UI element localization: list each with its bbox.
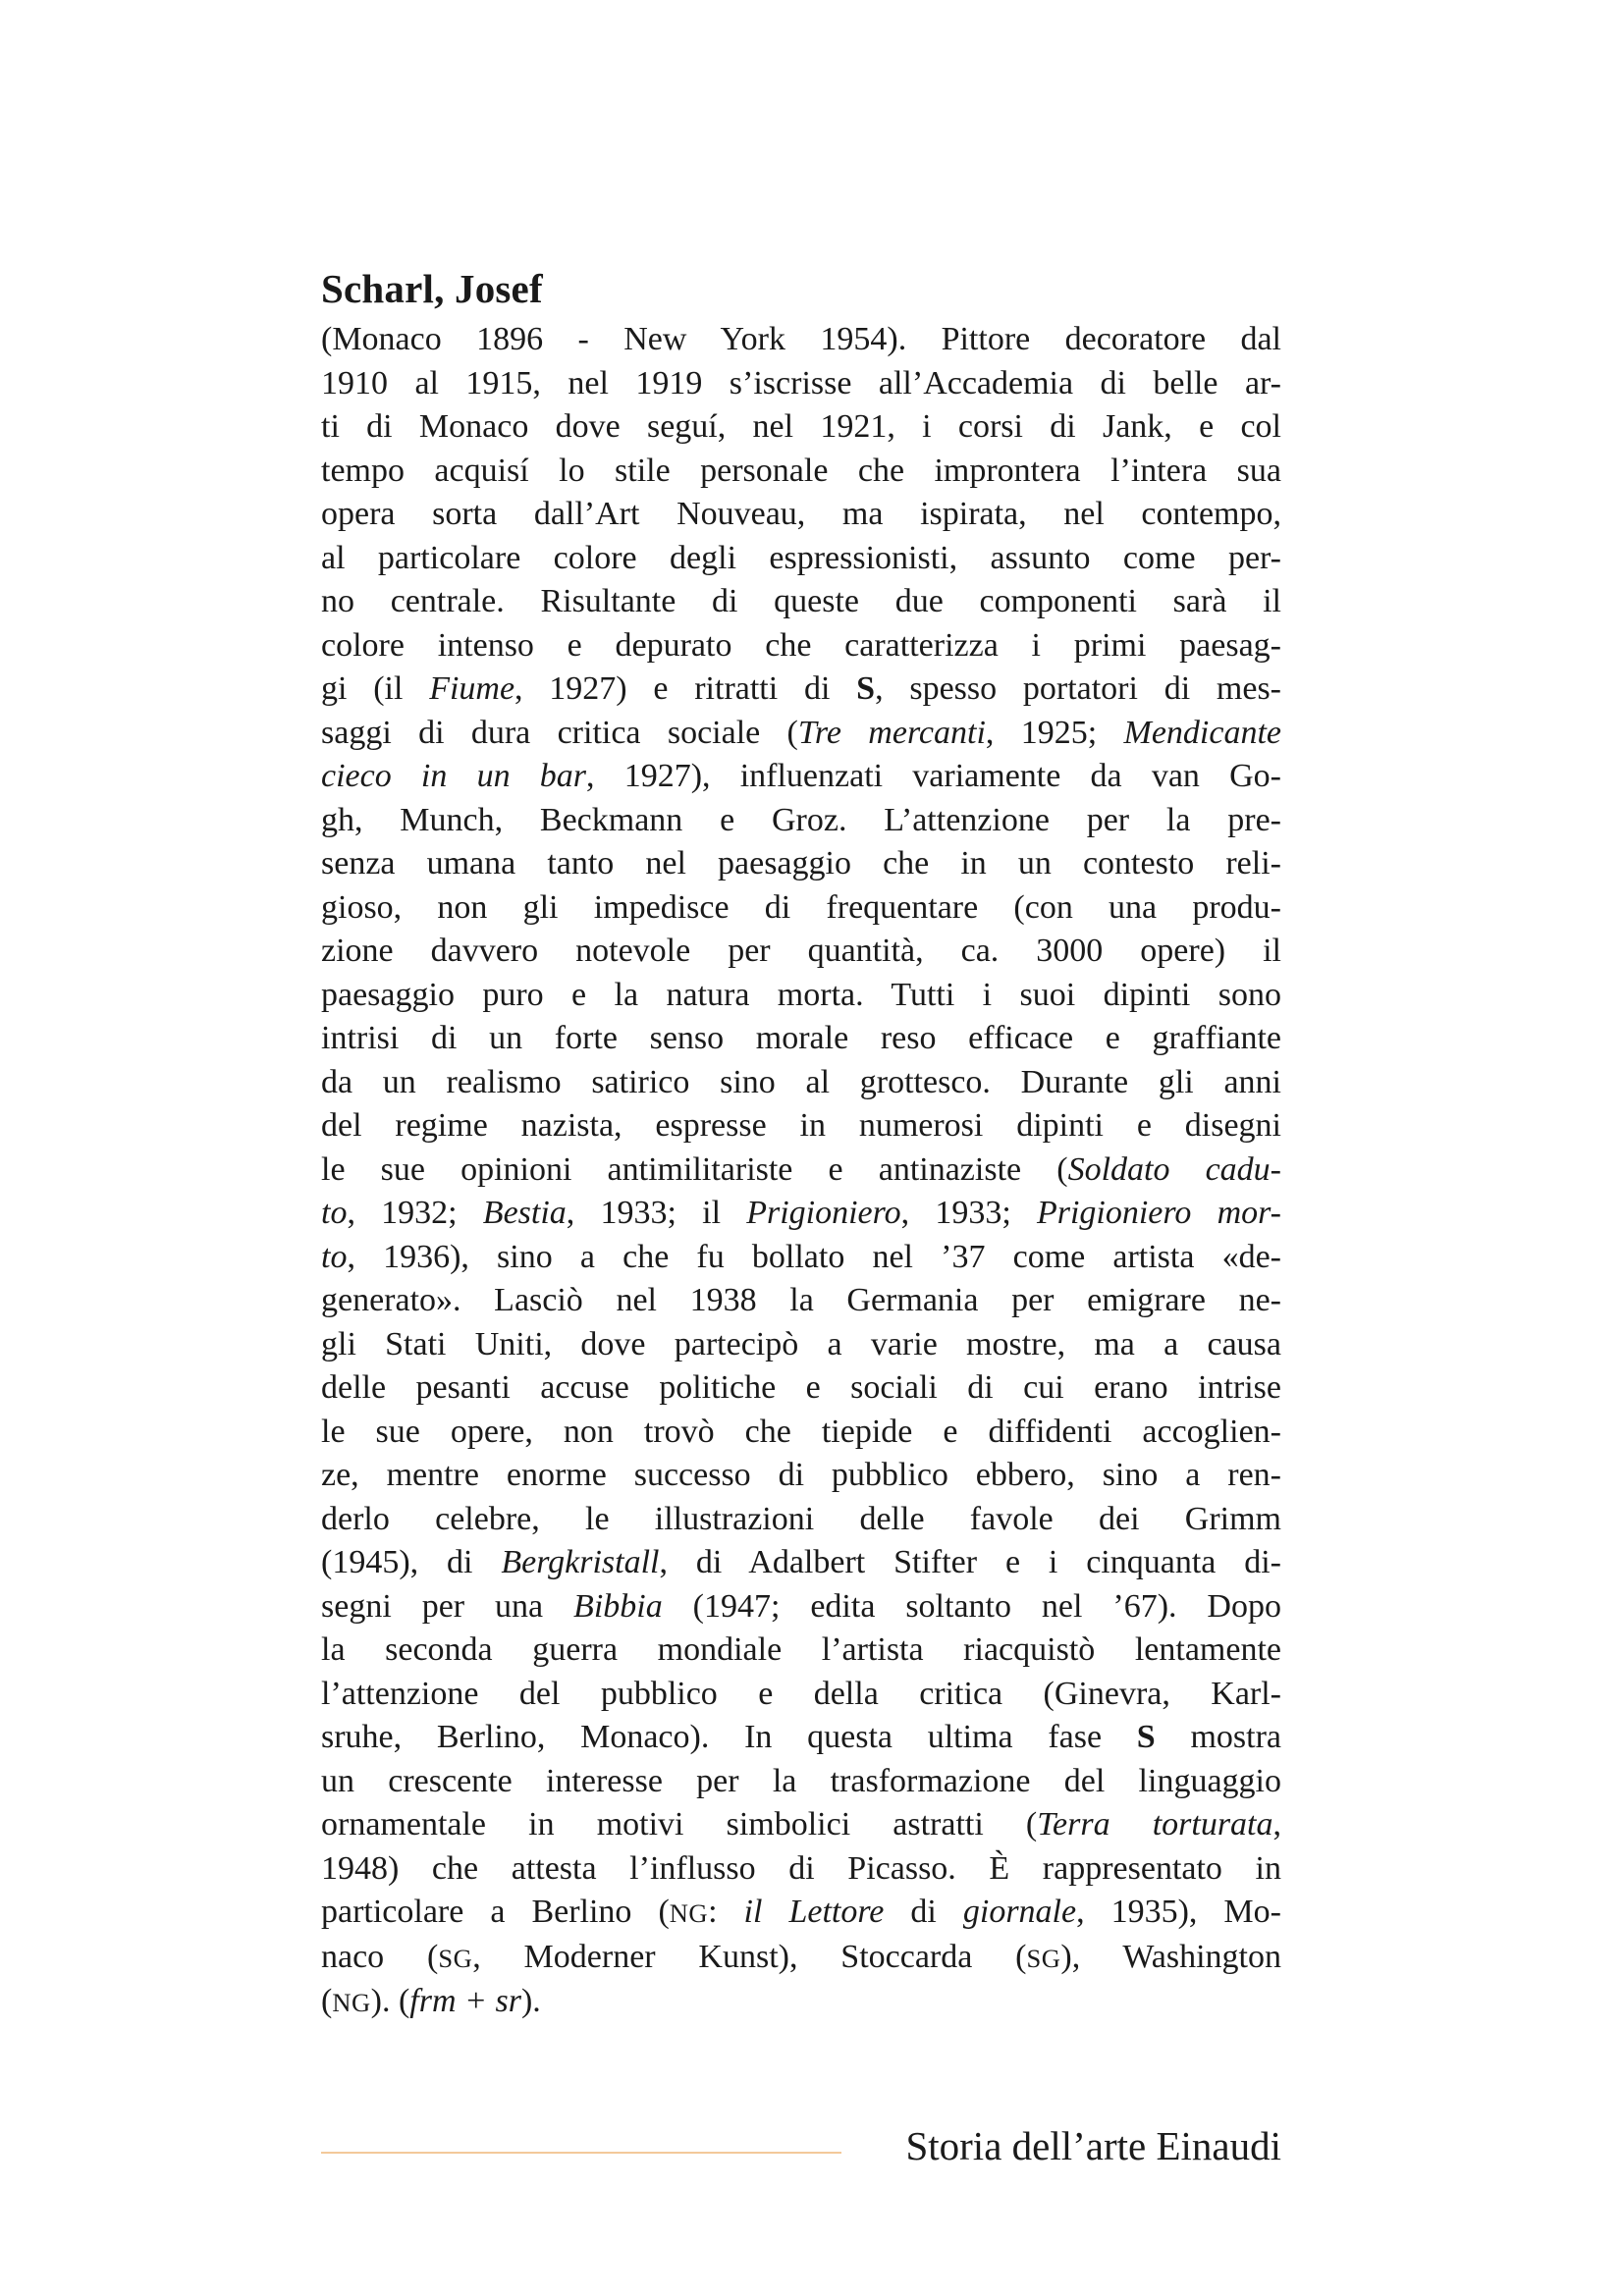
- text-run: segni per una: [321, 1587, 574, 1625]
- text-line: [321, 318, 1281, 362]
- text-run: al particolare colore degli espressionisti, assunto come per-: [321, 539, 1281, 576]
- italic-run: Bergkristall: [501, 1544, 660, 1580]
- text-line: [321, 974, 1281, 1018]
- text-line: [321, 1629, 1281, 1673]
- text-run: da un realismo satirico sino al grottesco. Durante gli anni: [321, 1063, 1281, 1100]
- text-run: , 1933;: [900, 1195, 1037, 1231]
- entry-title: Scharl, Josef: [321, 266, 543, 311]
- text-run: :: [708, 1894, 744, 1930]
- text-line: [321, 1803, 1281, 1847]
- text-run: , di Adalbert Stifter e i cinquanta di-: [659, 1544, 1282, 1580]
- text-line: [321, 1017, 1281, 1061]
- text-run: un crescente interesse per la trasformazione del linguaggio: [321, 1762, 1281, 1799]
- text-run: delle pesanti accuse politiche e sociali di cui erano intrise: [321, 1369, 1281, 1406]
- text-run: , 1927) e ritratti di: [514, 670, 857, 707]
- text-line: [321, 1716, 1281, 1760]
- text-line: [321, 1936, 1281, 1981]
- abbreviation: NG: [669, 1898, 709, 1928]
- text-run: intrisi di un forte senso morale reso efficace e graffiante: [321, 1020, 1281, 1056]
- italic-run: cieco in un bar: [321, 758, 586, 794]
- entry-body: [321, 318, 1281, 2025]
- italic-run: to: [321, 1195, 348, 1231]
- text-run: opera sorta dall’Art Nouveau, ma ispirata, nel contempo,: [321, 496, 1281, 532]
- text-run: , 1933; il: [566, 1195, 747, 1231]
- encyclopedia-entry: [321, 265, 1281, 2025]
- italic-run: Prigioniero mor-: [1036, 1195, 1281, 1231]
- text-line: [321, 1148, 1281, 1193]
- text-line: [321, 1411, 1281, 1455]
- italic-run: giornale: [962, 1894, 1077, 1930]
- publisher-name: Storia dell’arte Einaudi: [905, 2123, 1281, 2168]
- text-line: [321, 1061, 1281, 1105]
- text-run: sruhe, Berlino, Monaco). In questa ultima fase: [321, 1719, 1137, 1755]
- text-line: [321, 930, 1281, 974]
- text-run: ).: [520, 1983, 541, 2019]
- text-run: ti di Monaco dove seguí, nel 1921, i corsi di Jank, e col: [321, 408, 1281, 445]
- italic-run: Mendicante: [1123, 714, 1281, 751]
- text-line: [321, 1891, 1281, 1936]
- text-run: derlo celebre, le illustrazioni delle favole dei Grimm: [321, 1500, 1281, 1537]
- text-run: ), Washington: [1060, 1938, 1281, 1975]
- text-run: le sue opinioni antimilitariste e antinaziste (: [321, 1150, 1068, 1188]
- text-line: [321, 537, 1281, 581]
- text-line: [321, 493, 1281, 537]
- text-line: [321, 1980, 1281, 2025]
- text-line: [321, 1279, 1281, 1323]
- italic-run: frm + sr: [409, 1983, 521, 2019]
- text-line: [321, 1104, 1281, 1148]
- text-line: [321, 1585, 1281, 1629]
- text-line: [321, 667, 1281, 712]
- text-run: , 1925;: [985, 714, 1124, 751]
- text-line: [321, 1673, 1281, 1717]
- italic-run: Terra torturata: [1037, 1806, 1273, 1842]
- bold-run: S: [1136, 1719, 1156, 1755]
- text-run: 1910 al 1915, nel 1919 s’iscrisse all’Accademia di belle ar-: [321, 364, 1281, 401]
- text-line: [321, 1192, 1281, 1236]
- text-line: [321, 1760, 1281, 1804]
- text-run: , 1932;: [347, 1195, 483, 1231]
- italic-run: Bibbia: [573, 1587, 663, 1625]
- italic-run: il Lettore: [743, 1894, 885, 1930]
- text-run: gh, Munch, Beckmann e Groz. L’attenzione per la pre-: [321, 801, 1281, 838]
- text-run: ). (: [370, 1983, 410, 2019]
- italic-run: Fiume: [429, 670, 515, 707]
- text-line: [321, 405, 1281, 450]
- text-line: [321, 624, 1281, 668]
- text-run: l’attenzione del pubblico e della critica (Ginevra, Karl-: [321, 1675, 1281, 1712]
- text-line: [321, 712, 1281, 756]
- text-line: [321, 1366, 1281, 1411]
- text-line: [321, 362, 1281, 406]
- text-run: ornamentale in motivi simbolici astratti (: [321, 1806, 1038, 1842]
- text-run: , 1936), sino a che fu bollato nel ’37 come artista «de-: [347, 1238, 1281, 1275]
- text-run: , 1927), influenzati variamente da van Go-: [586, 758, 1281, 794]
- text-line: [321, 1541, 1281, 1585]
- text-line: [321, 842, 1281, 886]
- text-run: la seconda guerra mondiale l’artista riacquistò lentamente: [321, 1631, 1281, 1668]
- text-run: , Moderner Kunst), Stoccarda (: [472, 1938, 1027, 1975]
- text-line: [321, 799, 1281, 843]
- text-run: , spesso portatori di mes-: [875, 670, 1281, 707]
- text-run: , 1935), Mo-: [1076, 1894, 1281, 1930]
- text-run: saggi di dura critica sociale (: [321, 714, 798, 751]
- text-line: [321, 1498, 1281, 1542]
- text-run: del regime nazista, espresse in numerosi dipinti e disegni: [321, 1107, 1281, 1144]
- italic-run: Soldato cadu-: [1067, 1150, 1281, 1188]
- text-line: [321, 1847, 1281, 1892]
- text-run: no centrale. Risultante di queste due componenti sarà il: [321, 583, 1281, 619]
- text-line: [321, 1236, 1281, 1280]
- text-run: gli Stati Uniti, dove partecipò a varie mostre, ma a causa: [321, 1325, 1281, 1362]
- text-run: particolare a Berlino (: [321, 1894, 670, 1930]
- text-run: naco (: [321, 1938, 439, 1975]
- footer-rule: [321, 2152, 841, 2154]
- text-run: di: [884, 1894, 963, 1930]
- text-run: mostra: [1155, 1719, 1281, 1755]
- text-run: tempo acquisí lo stile personale che improntera l’intera sua: [321, 452, 1281, 489]
- italic-run: Prigioniero: [746, 1195, 901, 1231]
- text-run: gi (il: [321, 670, 430, 707]
- text-line: [321, 1323, 1281, 1367]
- text-run: (1947; edita soltanto nel ’67). Dopo: [662, 1587, 1281, 1625]
- italic-run: to: [321, 1238, 348, 1275]
- abbreviation: NG: [332, 1988, 371, 2017]
- text-run: 1948) che attesta l’influsso di Picasso. È rappresentato in: [321, 1849, 1281, 1887]
- text-run: ze, mentre enorme successo di pubblico ebbero, sino a ren-: [321, 1457, 1281, 1493]
- text-run: gioso, non gli impedisce di frequentare (con una produ-: [321, 888, 1281, 926]
- text-run: zione davvero notevole per quantità, ca. 3000 opere) il: [321, 933, 1281, 969]
- bold-run: S: [856, 670, 876, 707]
- text-run: senza umana tanto nel paesaggio che in un contesto reli-: [321, 845, 1281, 881]
- italic-run: Tre mercanti: [797, 714, 986, 751]
- text-run: (Monaco 1896 - New York 1954). Pittore decoratore dal: [321, 321, 1281, 357]
- abbreviation: SG: [1026, 1943, 1061, 1973]
- text-run: ,: [1272, 1806, 1281, 1842]
- text-run: generato». Lasciò nel 1938 la Germania per emigrare ne-: [321, 1282, 1281, 1318]
- text-line: [321, 1454, 1281, 1498]
- italic-run: Bestia: [482, 1195, 567, 1231]
- text-run: (1945), di: [321, 1544, 502, 1580]
- text-line: [321, 755, 1281, 799]
- text-run: colore intenso e depurato che caratterizza i primi paesag-: [321, 626, 1281, 664]
- text-run: paesaggio puro e la natura morta. Tutti i suoi dipinti sono: [321, 976, 1281, 1013]
- text-line: [321, 886, 1281, 931]
- text-line: [321, 580, 1281, 624]
- abbreviation: SG: [438, 1943, 473, 1973]
- page-footer: [321, 2118, 1281, 2177]
- text-run: (: [321, 1983, 333, 2019]
- text-line: [321, 450, 1281, 494]
- text-run: le sue opere, non trovò che tiepide e diffidenti accoglien-: [321, 1413, 1281, 1450]
